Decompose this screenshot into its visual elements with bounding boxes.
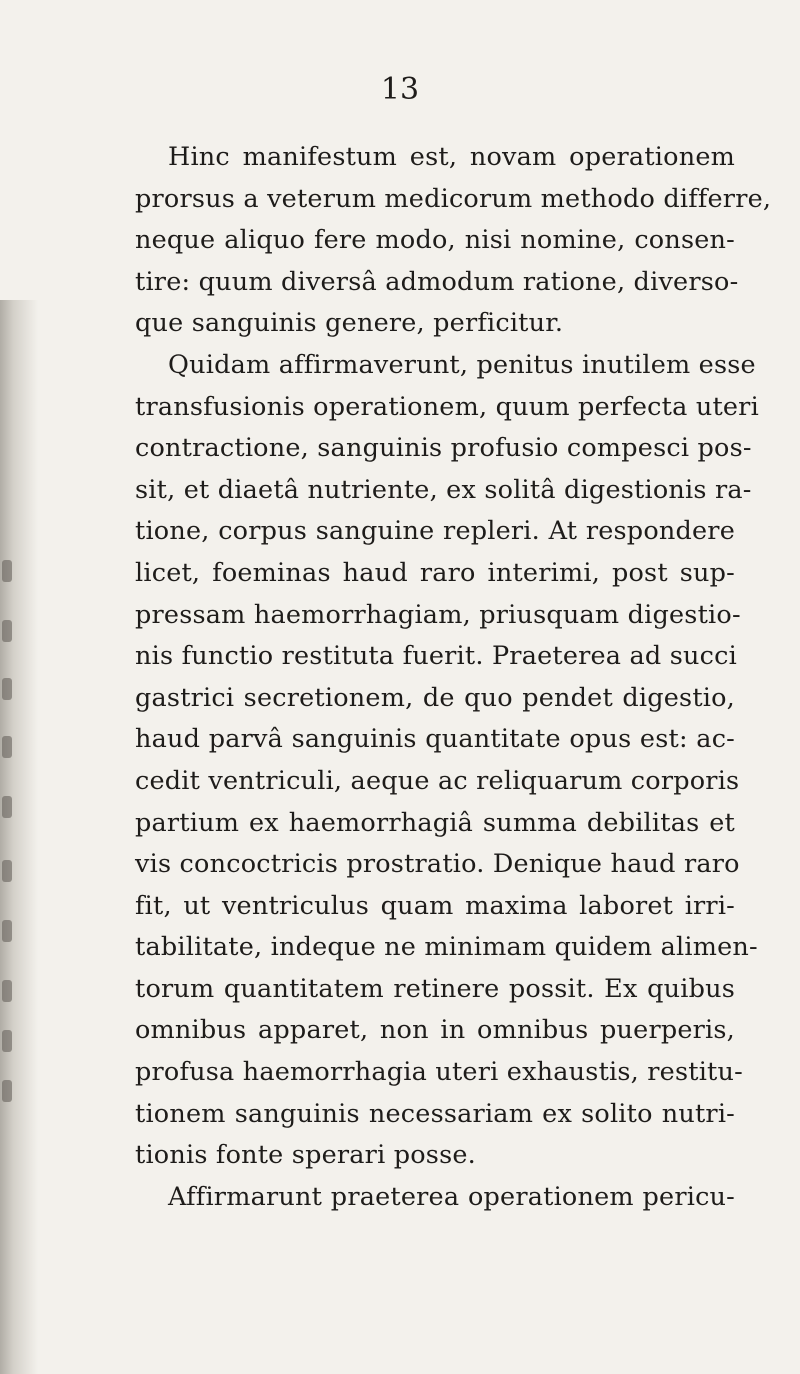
text-line: vis concoctricis prostratio. Denique haud raro (135, 849, 740, 880)
body-text (135, 137, 772, 1218)
text-line: pressam haemorrhagiam, priusquam digestio- (135, 599, 741, 630)
text-line: licet, foeminas haud raro interimi, post sup- (135, 557, 735, 588)
text-line: omnibus apparet, non in omnibus puerperis, (135, 1015, 735, 1046)
text-line: tionem sanguinis necessariam ex solito nutri- (135, 1098, 735, 1129)
text-line: tione, corpus sanguine repleri. At respondere (135, 516, 735, 547)
text-line: prorsus a veterum medicorum methodo differre, (135, 183, 772, 214)
text-line: Affirmarunt praeterea operationem pericu- (168, 1181, 735, 1212)
text-line: Hinc manifestum est, novam operationem (168, 142, 735, 172)
text-line: que sanguinis genere, perficitur. (135, 308, 564, 339)
text-line: torum quantitatem retinere possit. Ex quibus (135, 973, 735, 1004)
text-line: sit, et diaetâ nutriente, ex solitâ digestionis ra- (135, 474, 752, 505)
page-number: 13 (380, 72, 420, 107)
text-line: profusa haemorrhagia uteri exhaustis, restitu- (135, 1057, 743, 1088)
text-line: nis functio restituta fuerit. Praeterea ad succi (135, 641, 737, 672)
text-line: tabilitate, indeque ne minimam quidem alimen- (135, 932, 758, 963)
text-line: tionis fonte sperari posse. (135, 1140, 476, 1171)
text-line: partium ex haemorrhagiâ summa debilitas et (135, 807, 735, 838)
text-line: neque aliquo fere modo, nisi nomine, consen- (135, 225, 735, 256)
page-edge-marks (2, 560, 20, 1260)
text-line: tire: quum diversâ admodum ratione, diverso- (135, 266, 739, 297)
text-line: transfusionis operationem, quum perfecta uteri (135, 391, 759, 422)
text-line: fit, ut ventriculus quam maxima laboret irri- (135, 890, 735, 921)
text-line: gastrici secretionem, de quo pendet digestio, (135, 682, 735, 713)
text-line: haud parvâ sanguinis quantitate opus est: ac- (135, 724, 735, 755)
text-line: cedit ventriculi, aeque ac reliquarum corporis (135, 765, 740, 796)
text-line: Quidam affirmaverunt, penitus inutilem esse (168, 349, 756, 380)
text-line: contractione, sanguinis profusio compesci pos- (135, 433, 752, 464)
